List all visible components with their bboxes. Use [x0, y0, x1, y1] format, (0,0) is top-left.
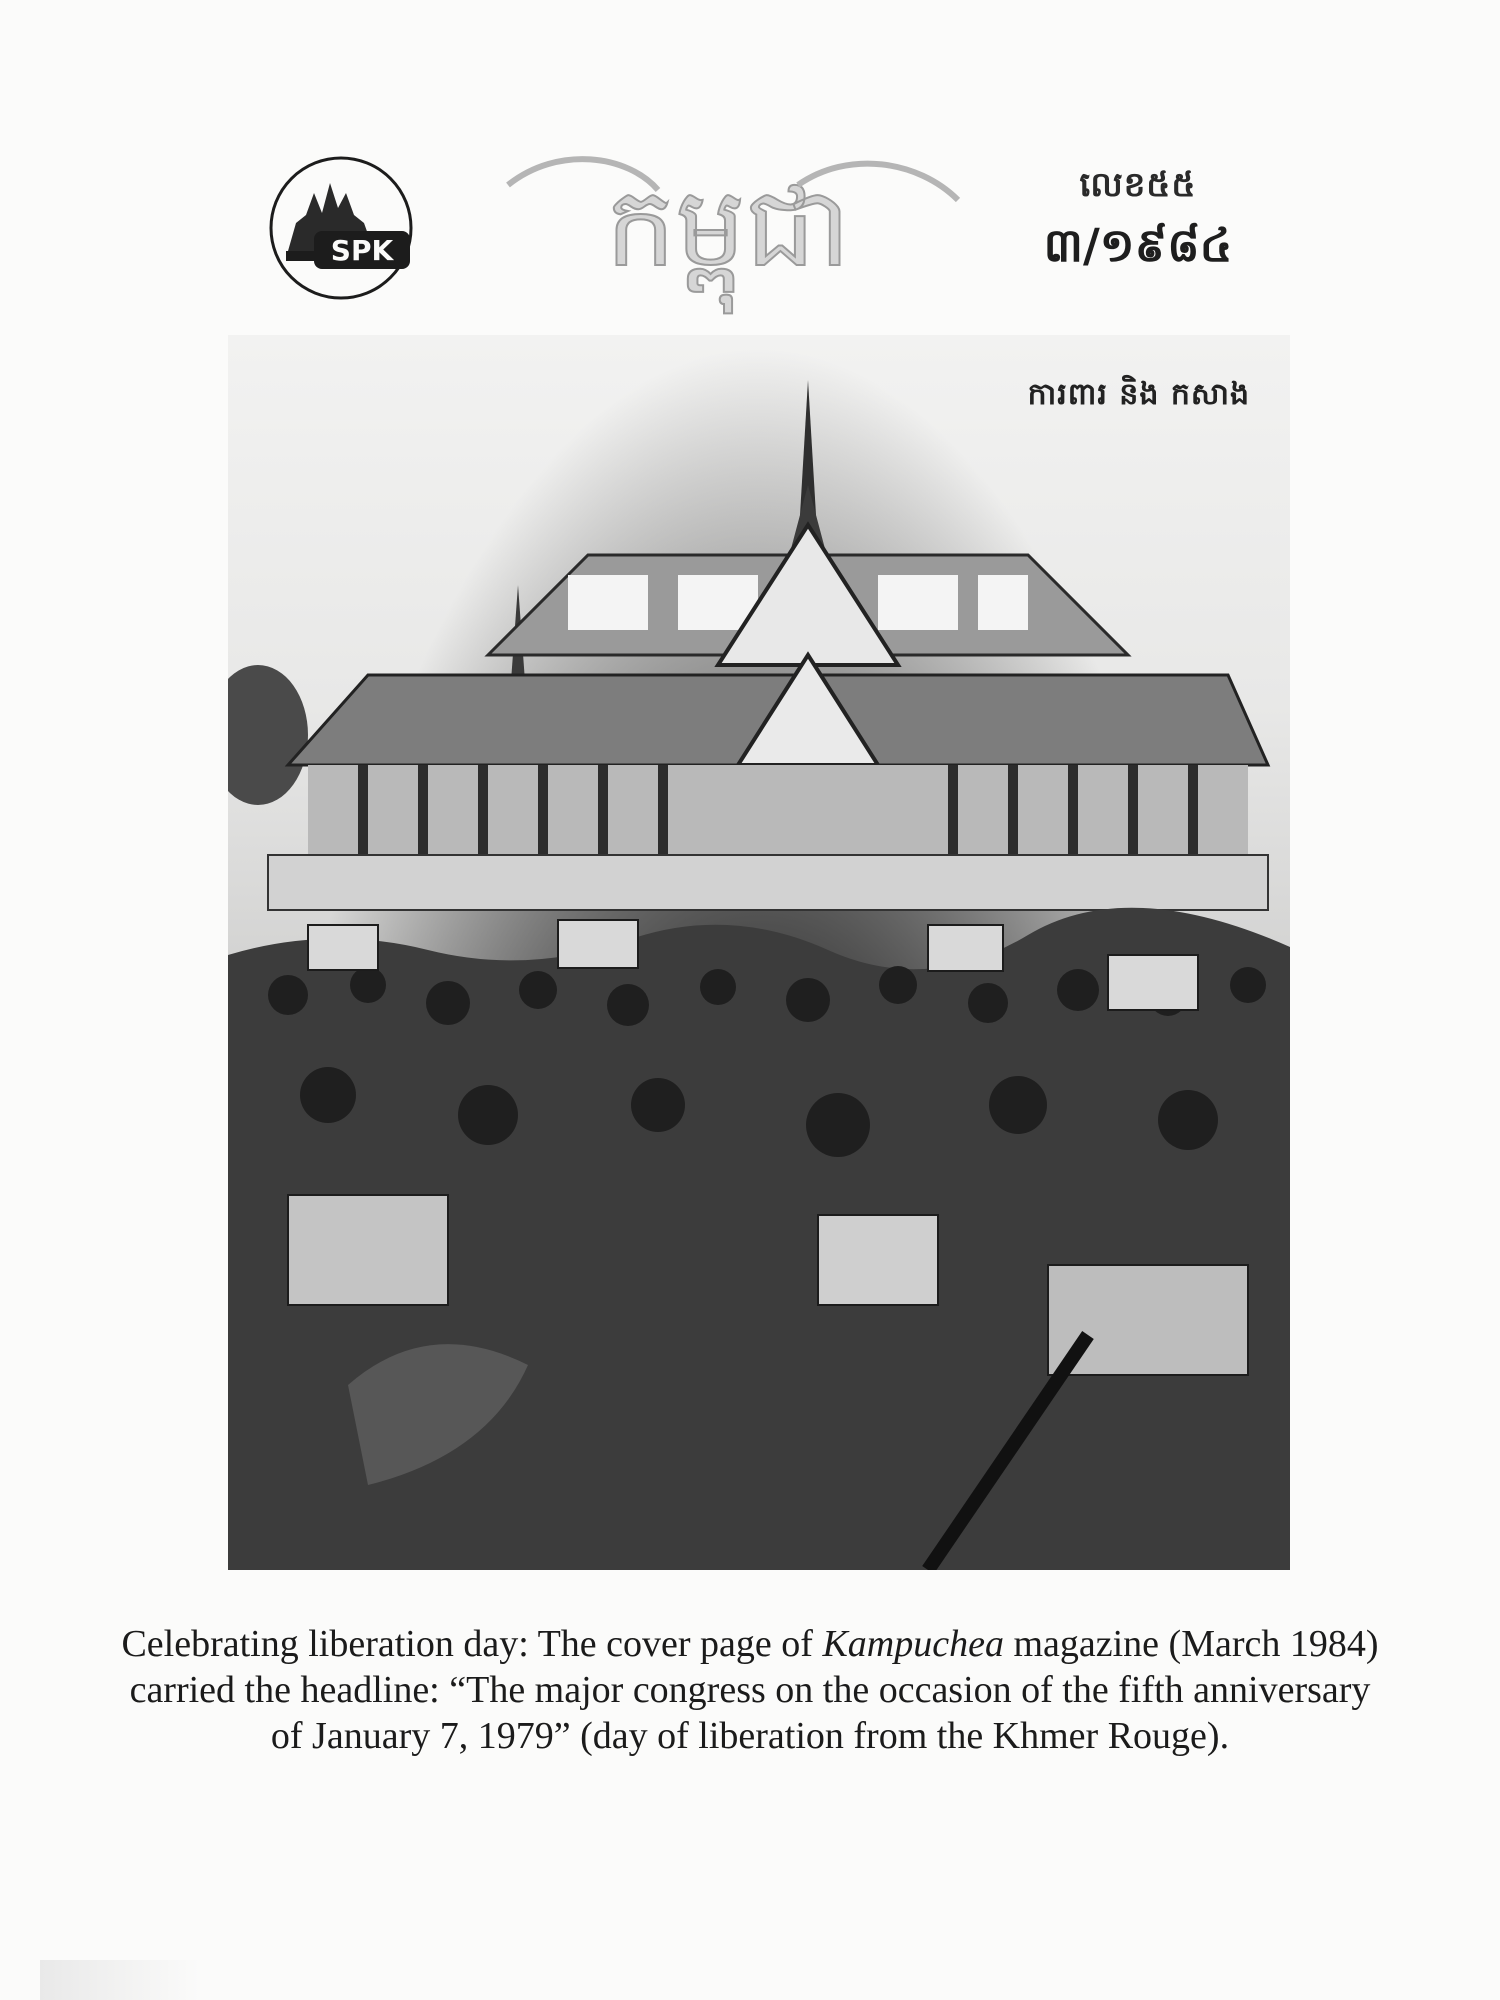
event-label: ការពារ និង កសាង [1027, 377, 1250, 412]
caption-text: Celebrating liberation day: The cover page of [121, 1623, 823, 1665]
masthead [228, 145, 1290, 330]
issue-label: លេខ៥៥ [1079, 165, 1197, 205]
tree-left [228, 665, 308, 805]
balustrade [268, 855, 1268, 910]
issue-block [1018, 163, 1258, 293]
magazine-title [468, 145, 988, 335]
spk-logo [266, 153, 416, 303]
caption-text-continued: magazine (March 1984) carried the headline: “The major congress on the occasion of the fifth anniversary of January 7, 1979” (day of liberation from the Khmer Rouge). [129, 1623, 1379, 1757]
cover-photo [228, 335, 1290, 1570]
title-text: កម្ពុជា [605, 163, 851, 291]
logo-text: SPK [330, 234, 394, 267]
magazine-cover [228, 145, 1290, 1570]
palace-crowd-illustration [228, 335, 1290, 1570]
scan-edge-shadow [40, 1960, 200, 2000]
figure-caption [120, 1621, 1380, 1759]
colonnade [308, 765, 1248, 855]
issue-number: ៣/១៩៨៤ [1043, 218, 1233, 272]
caption-magazine-name: Kampuchea [822, 1623, 1004, 1665]
